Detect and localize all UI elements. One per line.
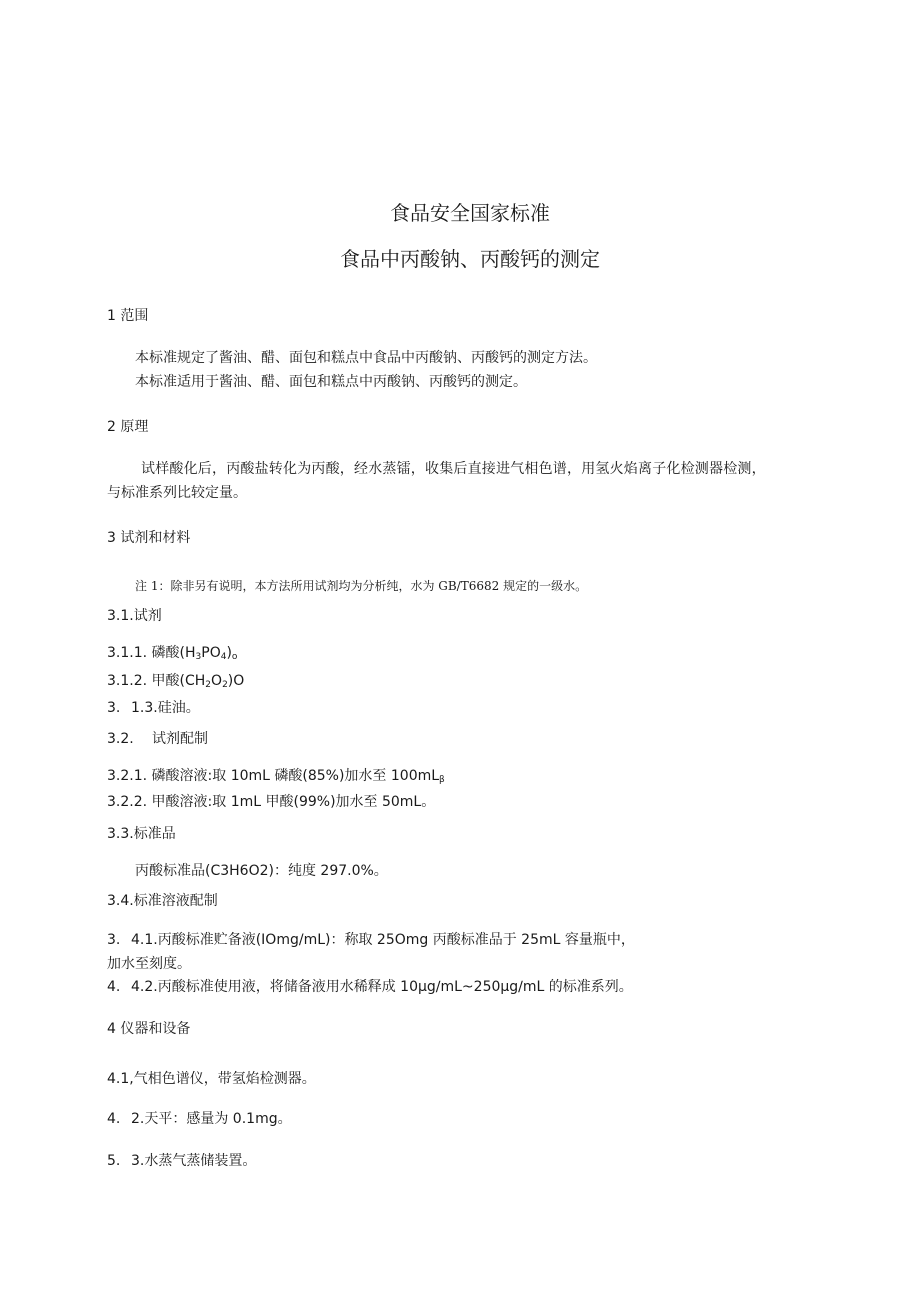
subsection-3-2-title: 试剂配制 [152, 731, 208, 747]
item-3-1-2-formic-acid: 3.1.2. 甲酸$(CH_2O_2)O$ [107, 673, 245, 690]
item-4-1-gas-chromatograph: 4.1,气相色谱仪，带氢焰检测器。 [107, 1071, 316, 1087]
item-4-3-number: 5. [107, 1153, 121, 1169]
subsection-3-3: 3.3.标准品 [107, 826, 176, 842]
item-3-1-1-phosphoric-acid: 3.1.1. 磷酸$(H_3PO_4)o$ [107, 645, 238, 662]
section-heading-scope: 1 范围 [107, 308, 149, 324]
item-3-2-1-phosphoric-solution: 3.2.1. 磷酸溶液:取 10mL 磷酸(85%)加水至 100mLβ [107, 768, 445, 785]
standard-propionic-acid: 丙酸标准品(C3H6O2)：纯度 297.0%。 [135, 863, 388, 879]
subsection-3-1: 3.1.试剂 [107, 608, 162, 624]
item-3-4-1-continuation: 加水至刻度。 [107, 956, 191, 972]
principle-paragraph-line-1: 试样酸化后，丙酸盐转化为丙酸，经水蒸镭，收集后直接进气相色谱，用氢火焰离子化检测器检测， [141, 461, 766, 477]
scope-paragraph-2: 本标准适用于酱油、醋、面包和糕点中丙酸钠、丙酸钙的测定。 [135, 374, 527, 390]
item-3-1-3-silicone-oil: 1.3.硅油。 [131, 700, 200, 716]
section-heading-instruments: 4 仪器和设备 [107, 1021, 191, 1037]
item-4-2-balance: 2.天平：感量为 0.1mg。 [131, 1111, 292, 1127]
item-3-4-2-number: 4. [107, 979, 121, 995]
item-3-2-2-formic-solution: 3.2.2. 甲酸溶液:取 1mL 甲酸(99%)加水至 50mL。 [107, 794, 436, 810]
subsection-3-2-number: 3.2. [107, 731, 134, 747]
item-3-4-2-working-solution: 4.2.丙酸标准使用液，将储备液用水稀释成 10μg∕mL~250μg∕mL 的标准系列。 [131, 979, 633, 995]
item-3-1-3-number: 3. [107, 700, 121, 716]
item-4-2-number: 4. [107, 1111, 121, 1127]
scope-paragraph-1: 本标准规定了酱油、醋、面包和糕点中食品中丙酸钠、丙酸钙的测定方法。 [135, 350, 597, 366]
document-title: 食品安全国家标准 [390, 201, 550, 225]
item-4-3-steam-distillation: 3.水蒸气蒸储装置。 [131, 1153, 257, 1169]
principle-paragraph-line-2: 与标准系列比较定量。 [107, 485, 247, 501]
item-3-4-1-number: 3. [107, 932, 121, 948]
subsection-3-4: 3.4.标准溶液配制 [107, 893, 218, 909]
item-3-4-1-stock-solution: 4.1.丙酸标准贮备液(IOmg/mL)：称取 25Omg 丙酸标准品于 25mL 容量瓶中， [131, 932, 635, 948]
section-heading-reagents: 3 试剂和材料 [107, 530, 191, 546]
reagents-note: 注 1：除非另有说明，本方法所用试剂均为分析纯，水为 GB/T6682 规定的一级水。 [135, 579, 588, 593]
section-heading-principle: 2 原理 [107, 419, 149, 435]
document-subtitle: 食品中丙酸钠、丙酸钙的测定 [340, 247, 600, 271]
